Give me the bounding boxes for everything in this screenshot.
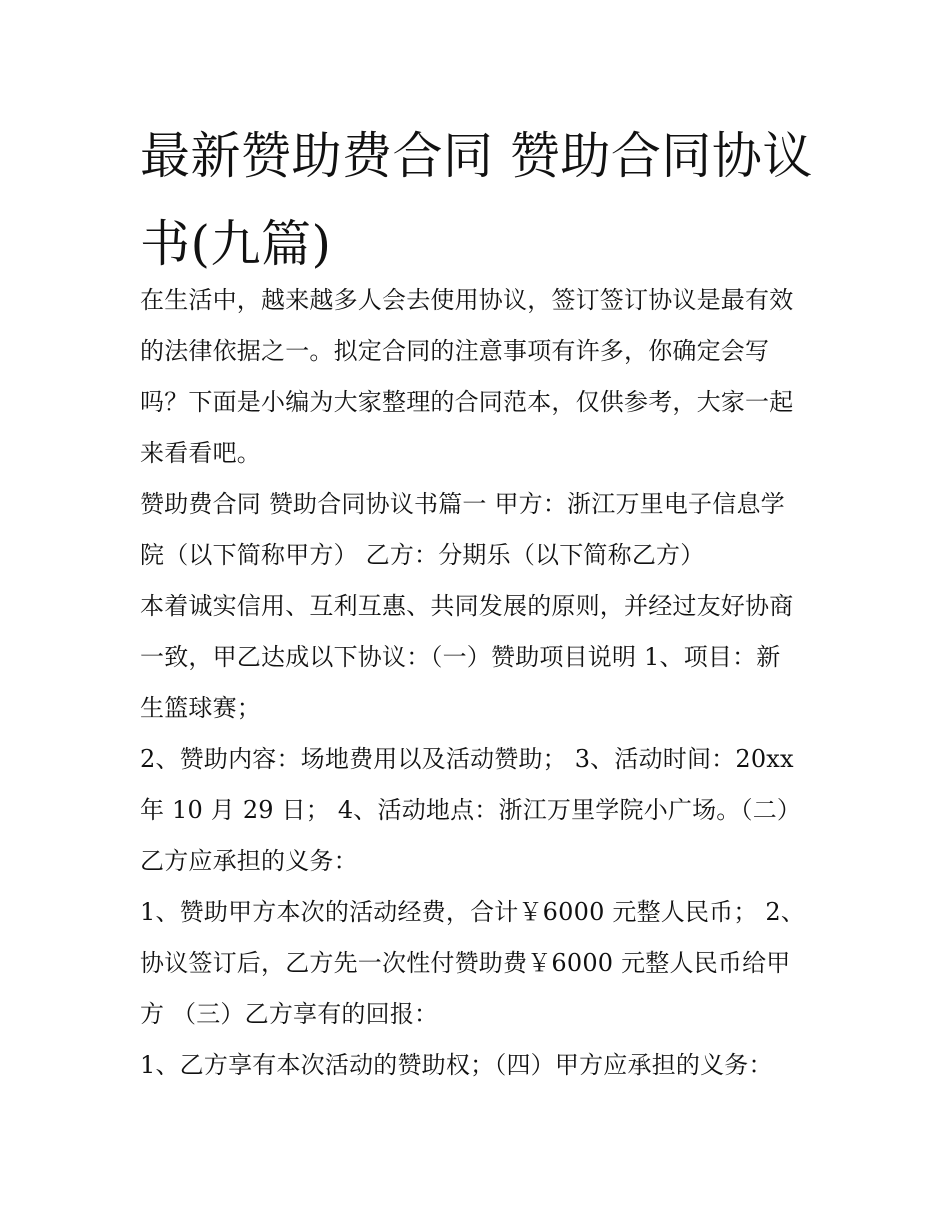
body-line: 赞助费合同 赞助合同协议书篇一 甲方：浙江万里电子信息学 [140, 490, 785, 518]
body-line: 一致，甲乙达成以下协议：（一）赞助项目说明 1、项目：新 [140, 643, 781, 671]
body-line: 来看看吧。 [140, 439, 261, 467]
body-line: 1、乙方享有本次活动的赞助权；（四）甲方应承担的义务： [140, 1051, 773, 1079]
title-line: 最新赞助费合同 赞助合同协议 [140, 127, 813, 185]
body-line: 方 （三）乙方享有的回报： [140, 1000, 439, 1028]
body-line: 吗？下面是小编为大家整理的合同范本，仅供参考，大家一起 [140, 388, 794, 416]
body-line: 院（以下简称甲方） 乙方：分期乐（以下简称乙方） [140, 541, 705, 569]
document-body [140, 275, 830, 1091]
body-line: 年 10 月 29 日； 4、活动地点：浙江万里学院小广场。（二） [140, 796, 802, 824]
body-line: 1、赞助甲方本次的活动经费，合计￥6000 元整人民币； 2、 [140, 898, 806, 926]
body-line: 乙方应承担的义务： [140, 847, 358, 875]
body-line: 生篮球赛； [140, 694, 261, 722]
body-line: 协议签订后，乙方先一次性付赞助费￥6000 元整人民币给甲 [140, 949, 791, 977]
document-title [140, 112, 820, 288]
body-line: 在生活中，越来越多人会去使用协议，签订签订协议是最有效 [140, 286, 794, 314]
title-line: 书(九篇) [140, 215, 332, 273]
body-line: 的法律依据之一。拟定合同的注意事项有许多，你确定会写 [140, 337, 770, 365]
body-line: 2、赞助内容：场地费用以及活动赞助； 3、活动时间：20xx [140, 745, 794, 773]
body-line: 本着诚实信用、互利互惠、共同发展的原则，并经过友好协商 [140, 592, 794, 620]
